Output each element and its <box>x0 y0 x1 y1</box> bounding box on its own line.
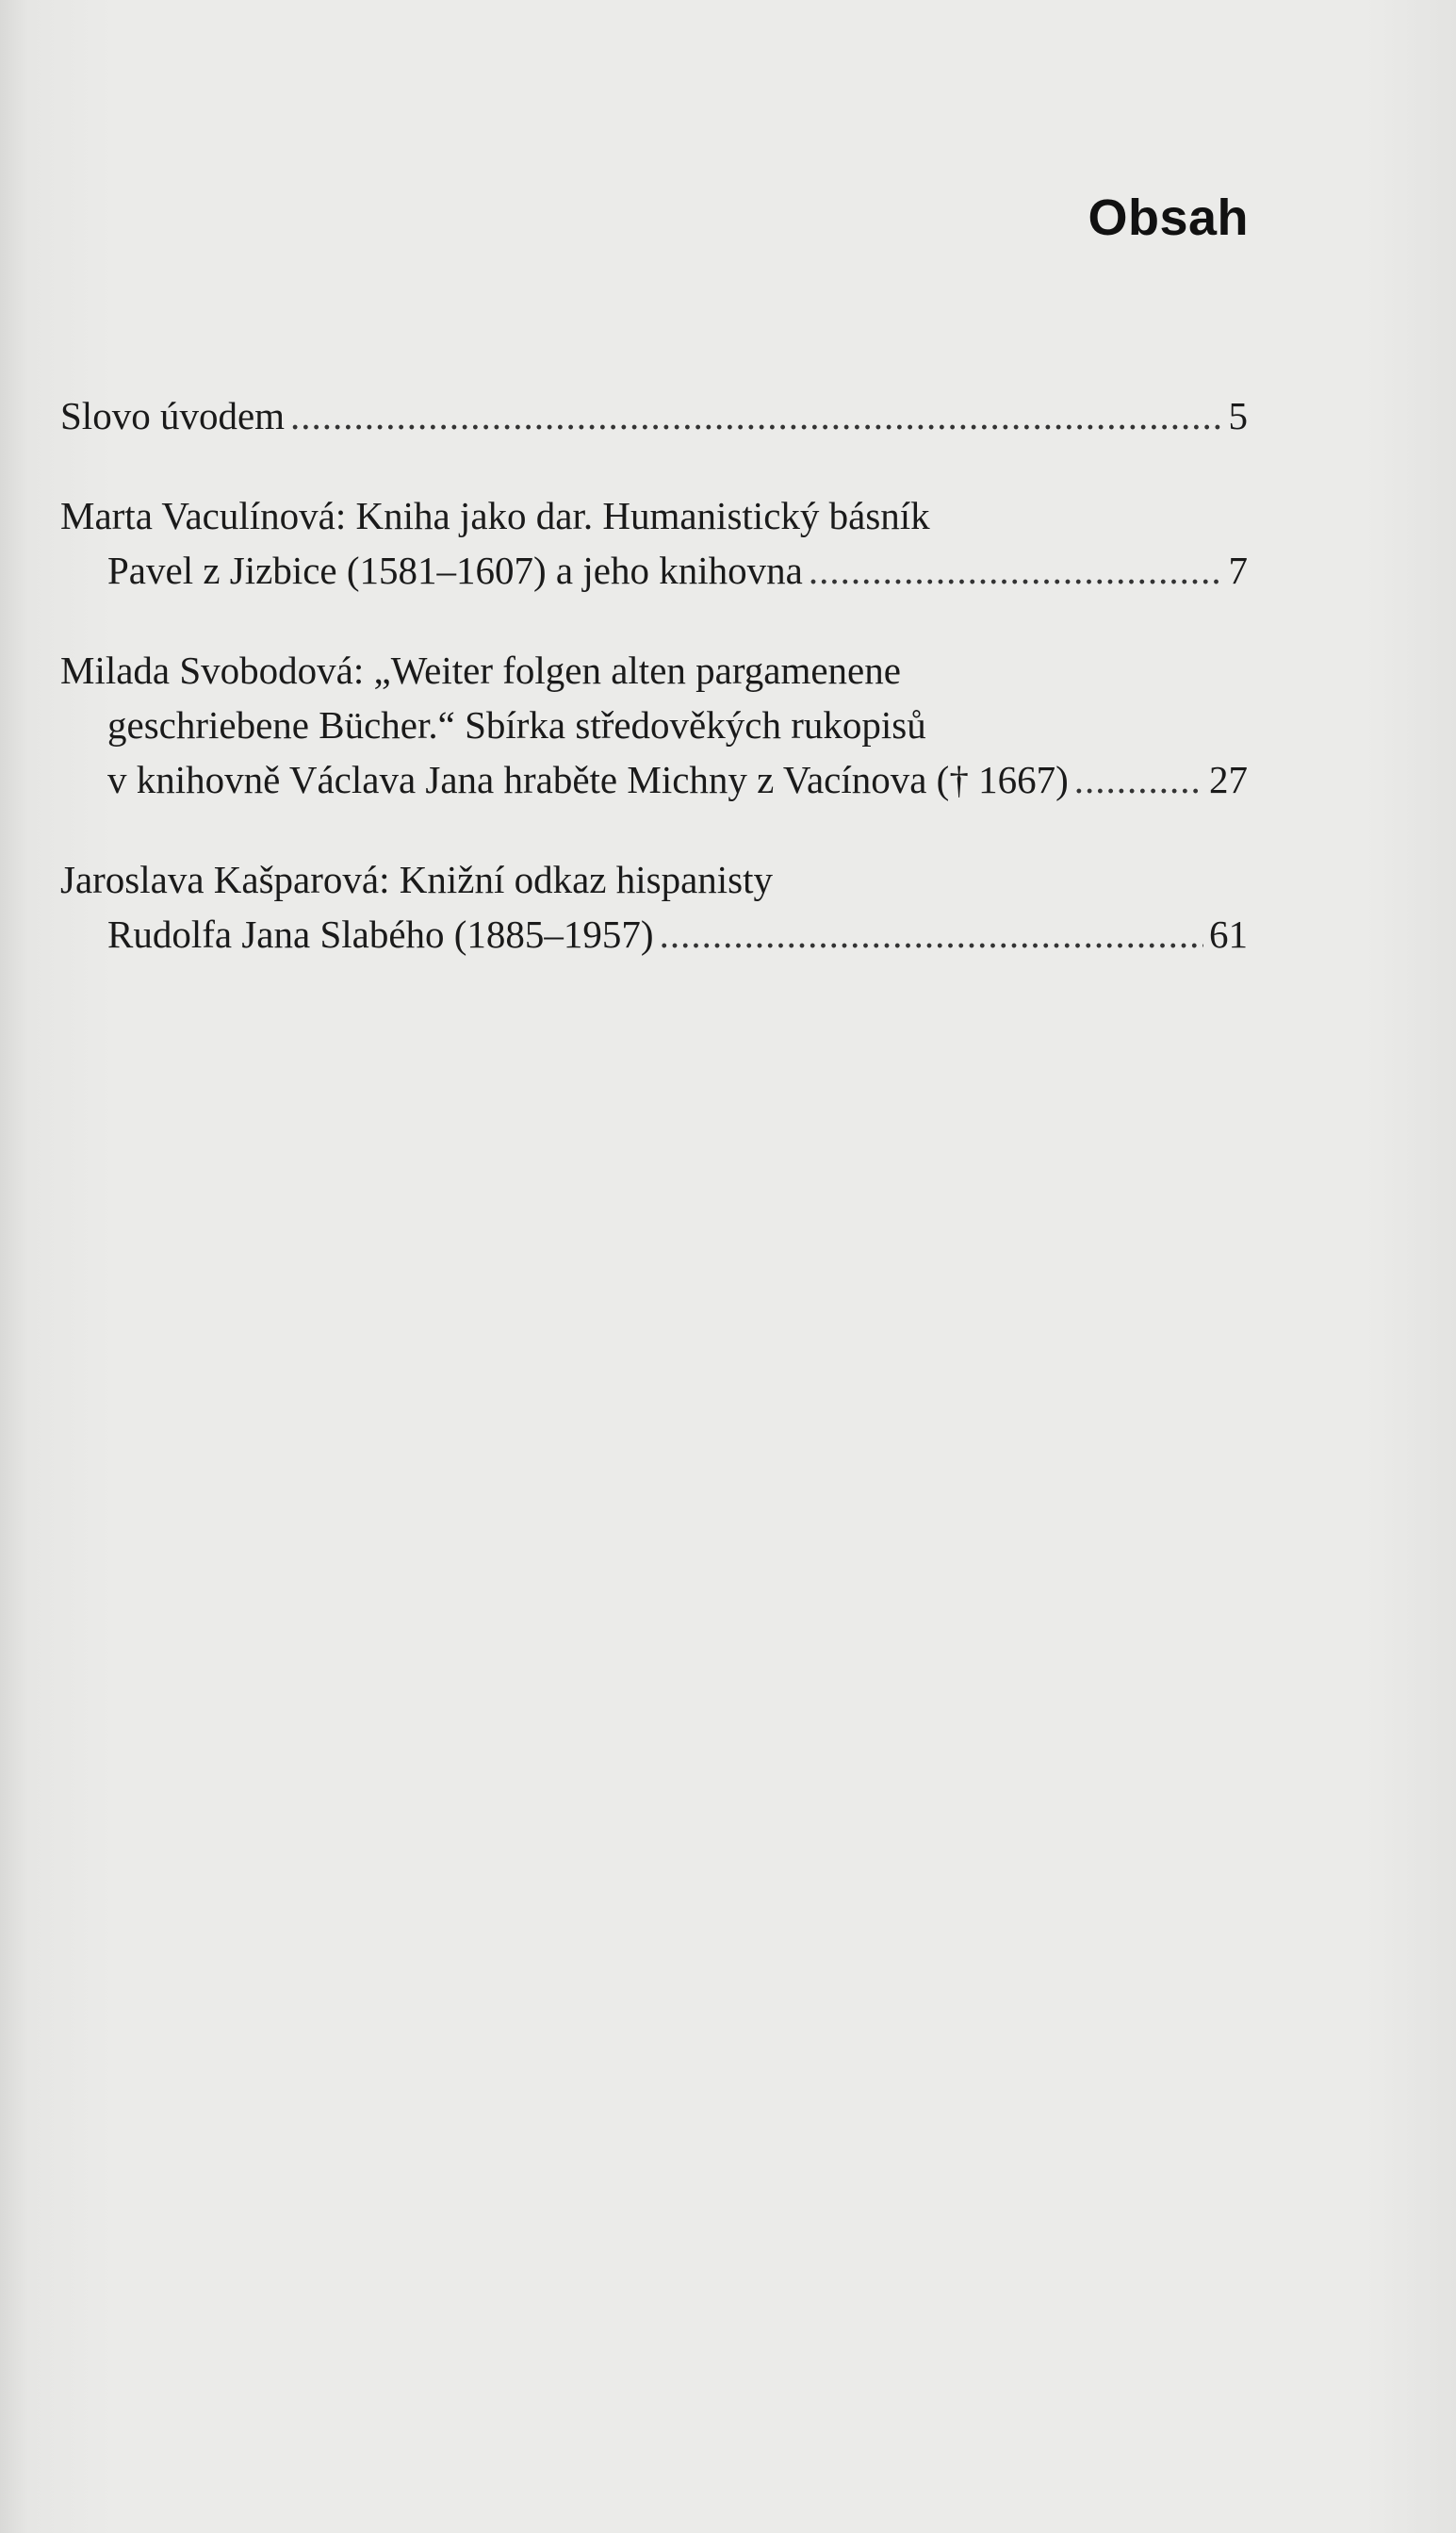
toc-page-number: 5 <box>1228 394 1248 437</box>
toc-entry-line <box>60 543 1248 598</box>
toc-page-number: 27 <box>1209 758 1248 801</box>
dot-leader <box>660 907 1203 962</box>
toc-entry-title: Milada Svobodová: „Weiter folgen alten pargamenene <box>60 649 901 692</box>
toc-entry[interactable] <box>60 643 1248 807</box>
toc-entry-line <box>60 488 1248 543</box>
toc-entry-line <box>60 852 1248 907</box>
toc-entry-title: Jaroslava Kašparová: Knižní odkaz hispanisty <box>60 858 774 901</box>
toc-entry-title-continued: geschriebene Bücher.“ Sbírka středověkých rukopisů <box>107 703 926 747</box>
toc-entry[interactable] <box>60 488 1248 598</box>
toc-entry-title-continued: Rudolfa Jana Slabého (1885–1957) <box>107 913 654 956</box>
toc-entry-title-continued: Pavel z Jizbice (1581–1607) a jeho knihovna <box>107 549 803 592</box>
dot-leader <box>809 543 1223 598</box>
toc-entry-line <box>60 643 1248 698</box>
table-of-contents <box>60 388 1248 1007</box>
dot-leader <box>1074 752 1203 807</box>
dot-leader <box>290 388 1222 443</box>
toc-entry-title-continued: v knihovně Václava Jana hraběte Michny z Vacínova († 1667) <box>107 758 1069 801</box>
toc-entry-line <box>60 698 1248 752</box>
bleed-through-text <box>1361 1320 1371 1362</box>
toc-entry[interactable] <box>60 852 1248 962</box>
page-title: Obsah <box>1088 189 1249 246</box>
toc-page-number: 61 <box>1209 913 1248 956</box>
toc-entry-line <box>60 388 1248 443</box>
toc-entry-title: Slovo úvodem <box>60 394 286 437</box>
toc-entry[interactable] <box>60 388 1248 443</box>
toc-entry-line <box>60 907 1248 962</box>
toc-page-number: 7 <box>1228 549 1248 592</box>
toc-entry-line <box>60 752 1248 807</box>
toc-entry-title: Marta Vaculínová: Kniha jako dar. Humanistický básník <box>60 494 930 537</box>
